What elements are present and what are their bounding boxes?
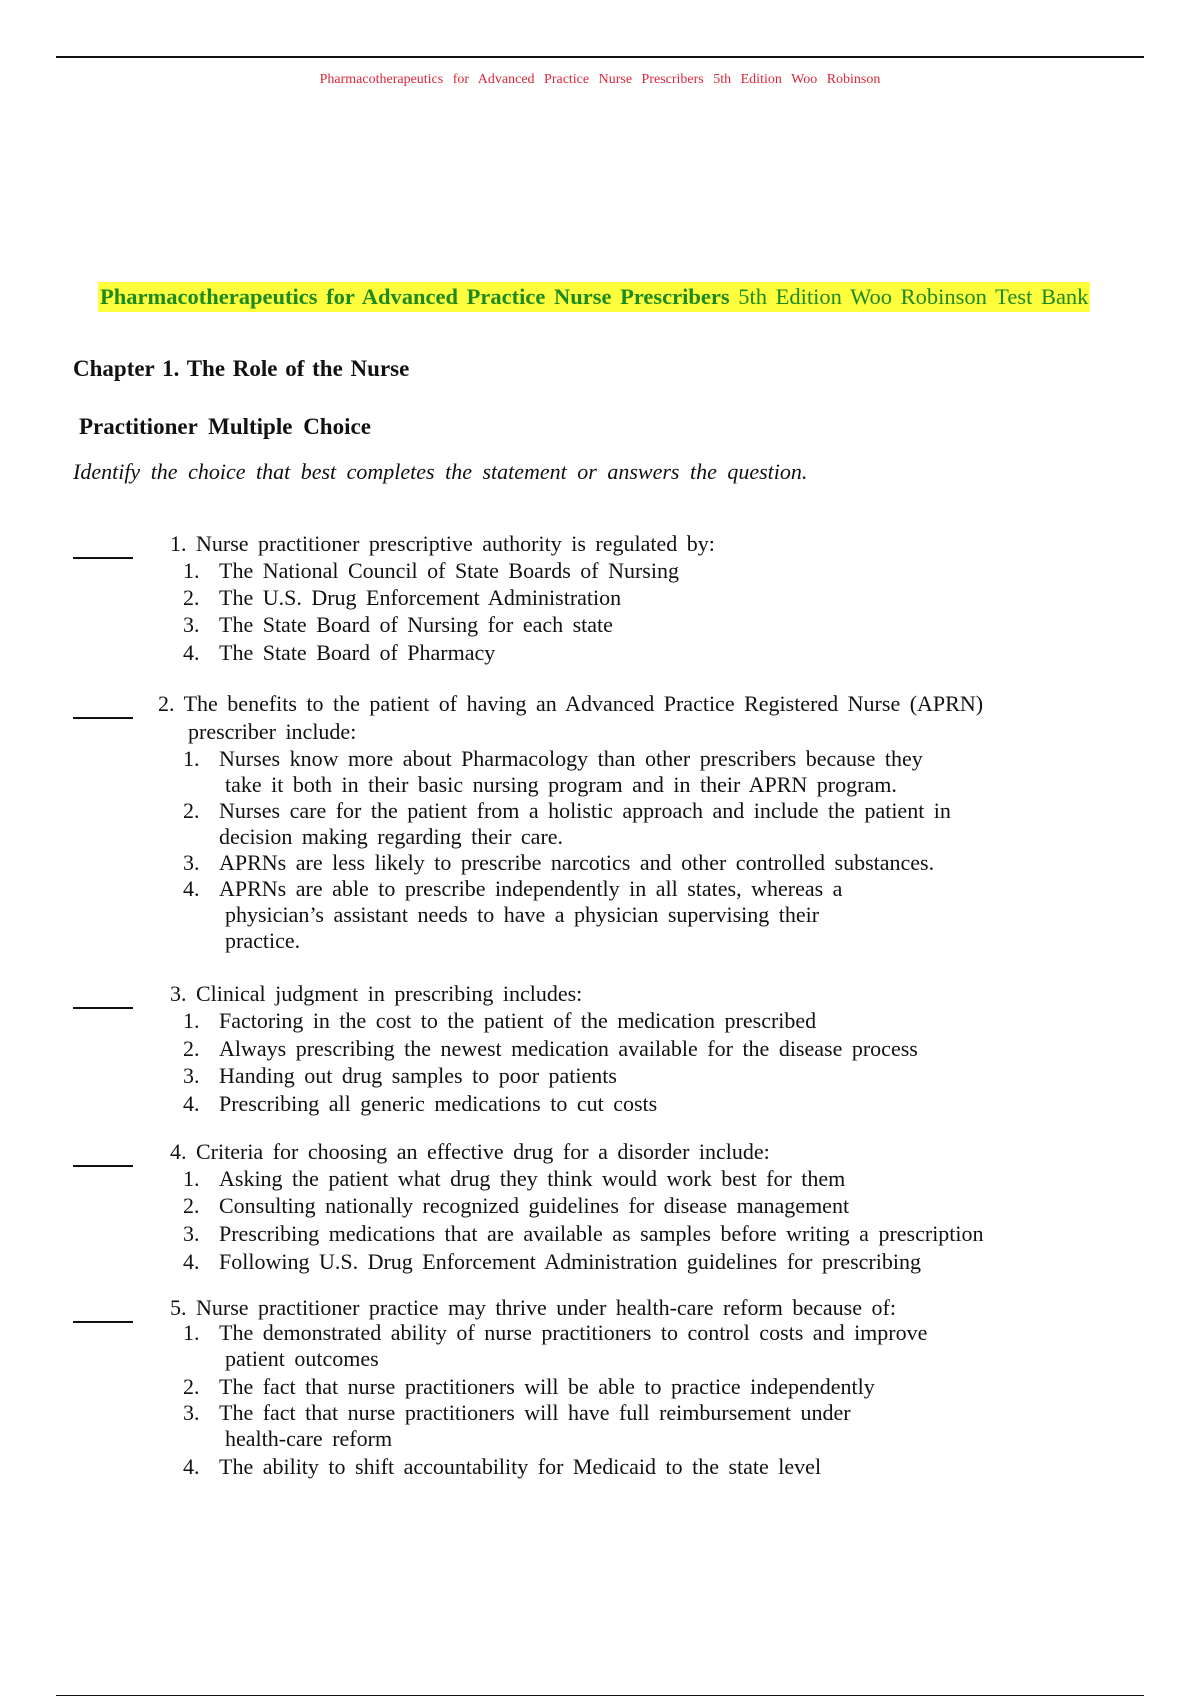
- question-stem: 5. Nurse practitioner practice may thrive under health-care reform because of:: [170, 1295, 896, 1320]
- option-text: Prescribing medications that are available as samples before writing a prescription: [219, 1221, 984, 1246]
- option-text: Always prescribing the newest medication available for the disease process: [219, 1036, 918, 1061]
- option-2: [183, 585, 621, 611]
- answer-blank[interactable]: [73, 1007, 133, 1009]
- option-text: APRNs are able to prescribe independently in all states, whereas a: [219, 876, 843, 901]
- section-heading: Practitioner Multiple Choice: [79, 414, 371, 439]
- title-bold-part: Pharmacotherapeutics for Advanced Practice Nurse Prescribers: [100, 284, 730, 309]
- bottom-rule: [56, 1695, 1144, 1696]
- answer-blank[interactable]: [73, 1165, 133, 1167]
- option-2: [183, 1193, 849, 1219]
- option-number: 4.: [183, 876, 200, 901]
- option-1: [183, 1166, 845, 1192]
- option-4: [183, 876, 842, 954]
- option-text: Asking the patient what drug they think would work best for them: [219, 1166, 846, 1191]
- option-text-continuation: decision making regarding their care.: [219, 824, 564, 849]
- option-text-continuation: health-care reform: [225, 1426, 393, 1451]
- option-text-continuation: physician’s assistant needs to have a physician supervising their: [225, 902, 820, 927]
- answer-blank[interactable]: [73, 1321, 133, 1323]
- option-2: [183, 1036, 918, 1062]
- option-text: APRNs are less likely to prescribe narcotics and other controlled substances.: [219, 850, 935, 875]
- option-text: The fact that nurse practitioners will have full reimbursement under: [219, 1400, 851, 1425]
- question-stem: 3. Clinical judgment in prescribing includes:: [170, 981, 583, 1006]
- option-text: The ability to shift accountability for Medicaid to the state level: [219, 1454, 822, 1479]
- option-number: 3.: [183, 612, 200, 637]
- question-stem: 1. Nurse practitioner prescriptive authority is regulated by:: [170, 531, 715, 556]
- option-4: [183, 1249, 921, 1275]
- option-number: 1.: [183, 1008, 200, 1033]
- option-text-continuation: take it both in their basic nursing program and in their APRN program.: [225, 772, 897, 797]
- option-1: [183, 746, 923, 798]
- option-number: 4.: [183, 1249, 200, 1274]
- option-text: Consulting nationally recognized guidelines for disease management: [219, 1193, 850, 1218]
- option-text: The State Board of Pharmacy: [219, 640, 496, 665]
- option-number: 1.: [183, 1166, 200, 1191]
- instructions: Identify the choice that best completes the statement or answers the question.: [73, 459, 808, 484]
- option-text: The demonstrated ability of nurse practitioners to control costs and improve: [219, 1320, 928, 1345]
- answer-blank[interactable]: [73, 717, 133, 719]
- option-text: Nurses know more about Pharmacology than other prescribers because they: [219, 746, 923, 771]
- option-1: [183, 1008, 816, 1034]
- option-text: Handing out drug samples to poor patients: [219, 1063, 617, 1088]
- option-number: 2.: [183, 585, 200, 610]
- option-text: Following U.S. Drug Enforcement Administration guidelines for prescribing: [219, 1249, 921, 1274]
- document-title: [98, 282, 1192, 312]
- option-text: Prescribing all generic medications to cut costs: [219, 1091, 658, 1116]
- option-text: The State Board of Nursing for each state: [219, 612, 613, 637]
- question-stem-line: 2. The benefits to the patient of having an Advanced Practice Registered Nurse (APRN): [158, 691, 984, 716]
- top-rule: [56, 56, 1144, 58]
- option-1: [183, 558, 679, 584]
- option-text: Nurses care for the patient from a holistic approach and include the patient in: [219, 798, 951, 823]
- option-number: 2.: [183, 1036, 200, 1061]
- title-rest-part: 5th Edition Woo Robinson Test Bank: [738, 284, 1089, 309]
- option-4: [183, 1091, 657, 1117]
- option-3: [183, 1400, 851, 1452]
- running-header: Pharmacotherapeutics for Advanced Practice Nurse Prescribers 5th Edition Woo Robinson: [319, 72, 881, 87]
- option-text: The National Council of State Boards of Nursing: [219, 558, 679, 583]
- option-number: 3.: [183, 850, 200, 875]
- option-number: 3.: [183, 1400, 200, 1425]
- option-number: 3.: [183, 1063, 200, 1088]
- option-number: 1.: [183, 746, 200, 771]
- option-number: 4.: [183, 1091, 200, 1116]
- option-3: [183, 1221, 984, 1247]
- title-highlight: [98, 282, 1090, 312]
- option-number: 2.: [183, 798, 200, 823]
- option-3: [183, 1063, 617, 1089]
- option-number: 2.: [183, 1193, 200, 1218]
- option-4: [183, 1454, 821, 1480]
- option-text: Factoring in the cost to the patient of the medication prescribed: [219, 1008, 817, 1033]
- option-number: 3.: [183, 1221, 200, 1246]
- option-3: [183, 612, 613, 638]
- option-4: [183, 640, 495, 666]
- option-number: 4.: [183, 640, 200, 665]
- option-text: The U.S. Drug Enforcement Administration: [219, 585, 622, 610]
- question-stem-continuation: prescriber include:: [188, 719, 357, 744]
- option-number: 1.: [183, 558, 200, 583]
- option-2: [183, 1374, 875, 1400]
- option-number: 4.: [183, 1454, 200, 1479]
- answer-blank[interactable]: [73, 557, 133, 559]
- chapter-heading: Chapter 1. The Role of the Nurse: [73, 356, 410, 381]
- option-text: The fact that nurse practitioners will be able to practice independently: [219, 1374, 875, 1399]
- question-stem: 4. Criteria for choosing an effective drug for a disorder include:: [170, 1139, 770, 1164]
- option-number: 1.: [183, 1320, 200, 1345]
- question-stem: [158, 690, 983, 746]
- option-3: [183, 850, 934, 876]
- option-2: [183, 798, 951, 850]
- option-number: 2.: [183, 1374, 200, 1399]
- option-1: [183, 1320, 927, 1372]
- option-text-continuation: practice.: [225, 928, 301, 953]
- option-text-continuation: patient outcomes: [225, 1346, 379, 1371]
